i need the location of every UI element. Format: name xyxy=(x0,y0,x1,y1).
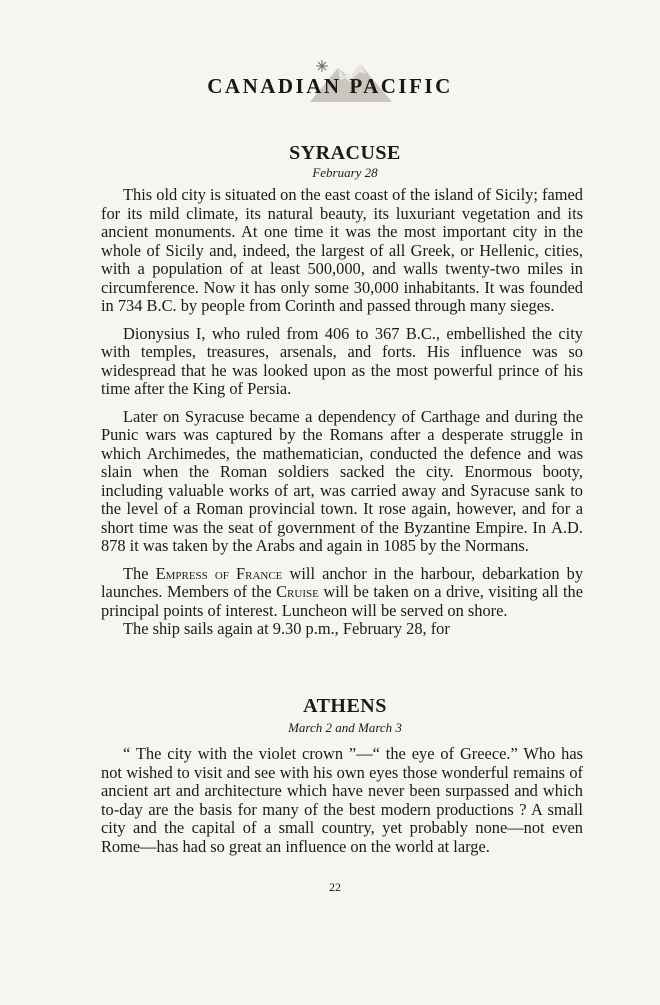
syracuse-paragraph-5: The ship sails again at 9.30 p.m., February 28, for xyxy=(123,619,450,638)
syracuse-paragraph-3: Later on Syracuse became a dependency of Carthage and during the Punic wars was captured by the Romans after a desperate struggle in which Archimedes, the mathematician, conducted the defence and was slain when the Roman soldiers sacked the city. Enormous booty, including valuable works of art, was carried away and Syracuse sank to the level of a Roman provincial town. It rose again, however, and for a short time was the seat of government of the Byzantine Empire. In A.D. 878 it was taken by the Arabs and again in 1085 by the Normans. xyxy=(101,406,583,555)
brand-wordmark: CANADIAN PACIFIC xyxy=(207,74,453,98)
athens-paragraph-1: “ The city with the violet crown ”—“ the eye of Greece.” Who has not wished to visit and see with his own eyes those wonderful remains of ancient art and architecture which have never been surpassed and which to-day are the basis for many of the best modern productions ? A small city and the capital of a small country, yet probably none—not even Rome—has had so great an influence on the world at large. xyxy=(101,744,583,856)
syracuse-date: February 28 xyxy=(312,165,378,180)
syracuse-title: SYRACUSE xyxy=(289,142,401,164)
syracuse-paragraph-2: Dionysius I, who ruled from 406 to 367 B.C., embellished the city with temples, treasures, arsenals, and forts. His influence was so widespread that he was looked upon as the most powerful prince of his time after the King of Persia. xyxy=(101,323,583,398)
header xyxy=(0,58,660,108)
athens-body xyxy=(101,745,583,865)
athens-date: March 2 and March 3 xyxy=(288,720,402,735)
page-number: 22 xyxy=(329,880,341,894)
syracuse-paragraph-1: This old city is situated on the east coast of the island of Sicily; famed for its mild climate, its natural beauty, its luxuriant vegetation and its ancient monuments. At one time it was the most important city in the whole of Sicily and, indeed, the largest of all Greek, or Hellenic, cities, with a population of at least 500,000, and walls twenty-two miles in circumference. Now it has only some 30,000 inhabitants. It was founded in 734 B.C. by people from Corinth and passed through many sieges. xyxy=(101,185,583,315)
athens-title: ATHENS xyxy=(303,695,387,717)
syracuse-paragraph-4: The Empress of France will anchor in the harbour, debarkation by launches. Members of the Cruise will be taken on a drive, visiting all the principal points of interest. Luncheon will be served on shore. xyxy=(101,563,584,620)
syracuse-body xyxy=(101,186,583,648)
